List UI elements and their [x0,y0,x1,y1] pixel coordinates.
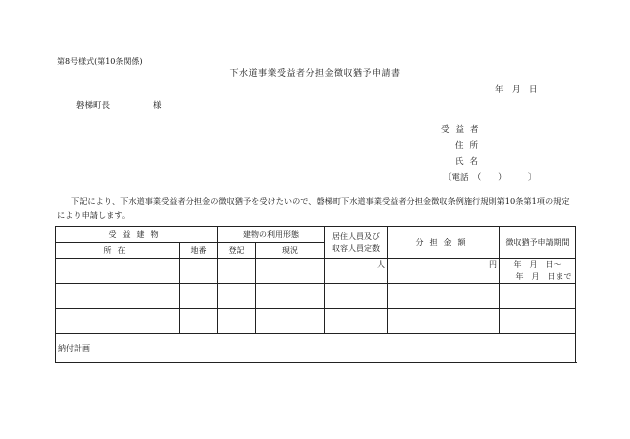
share-amount-cell[interactable] [388,284,500,309]
lot-number-cell[interactable] [180,284,218,309]
current-cell[interactable] [256,284,325,309]
usage-form-header: 建物の利用形態 [218,227,325,243]
period-to: 年 月 日まで [515,272,572,281]
location-cell[interactable] [56,309,180,334]
data-row-3 [56,309,576,334]
registered-cell[interactable] [218,284,256,309]
residents-header-line1: 居住人員及び [332,231,381,241]
lot-number-cell[interactable] [180,309,218,334]
share-amount-cell[interactable] [388,309,500,334]
period-cell[interactable] [500,284,576,309]
honorific: 様 [153,101,162,111]
residents-cell[interactable] [325,284,388,309]
registered-cell[interactable] [218,259,256,284]
location-cell[interactable] [56,284,180,309]
data-row-2 [56,284,576,309]
form-title: 下水道事業受益者分担金徴収猶予申請書 [229,69,401,79]
period-from: 年 月 日～ [513,260,562,269]
current-header: 現況 [256,243,325,259]
payment-plan-row [56,334,576,363]
beneficiary-building-header: 受益建物 [56,227,218,243]
date-line: 年 月 日 [495,85,538,95]
lot-number-cell[interactable] [180,259,218,284]
current-cell[interactable] [256,309,325,334]
addressee: 磐梯町長 [76,101,111,111]
payment-plan-cell[interactable] [56,334,576,363]
persons-unit: 人 [325,259,388,284]
current-cell[interactable] [256,259,325,284]
location-header: 所在 [56,243,180,259]
registered-header: 登記 [218,243,256,259]
header-row-1 [56,227,576,243]
location-cell[interactable] [56,259,180,284]
form-number: 第8号様式(第10条関係) [57,57,143,66]
residents-header [325,227,388,259]
address-label: 住所 [455,141,485,151]
deferral-period-header: 徴収猶予申請期間 [500,227,576,259]
period-cell[interactable] [500,259,576,284]
residents-header-line2: 収容人員定数 [332,243,381,253]
name-label: 氏名 [455,157,485,167]
payment-plan-label: 納付計画 [58,343,90,353]
yen-unit: 円 [388,259,500,284]
applicant-label: 受益者 [441,125,485,135]
body-text: 下記により、下水道事業受益者分担金の徴収猶予を受けたいので、磐梯町下水道事業受益者分担金徴収条例施行規則第10条第1項の規定により申請します。 [57,196,570,220]
residents-cell[interactable] [325,309,388,334]
phone-label: 〔電話 （ ） 〕 [443,173,537,183]
data-row-1 [56,259,576,284]
lot-number-header: 地番 [180,243,218,259]
registered-cell[interactable] [218,309,256,334]
share-amount-header: 分担金額 [388,227,500,259]
application-table [55,226,576,363]
period-cell[interactable] [500,309,576,334]
